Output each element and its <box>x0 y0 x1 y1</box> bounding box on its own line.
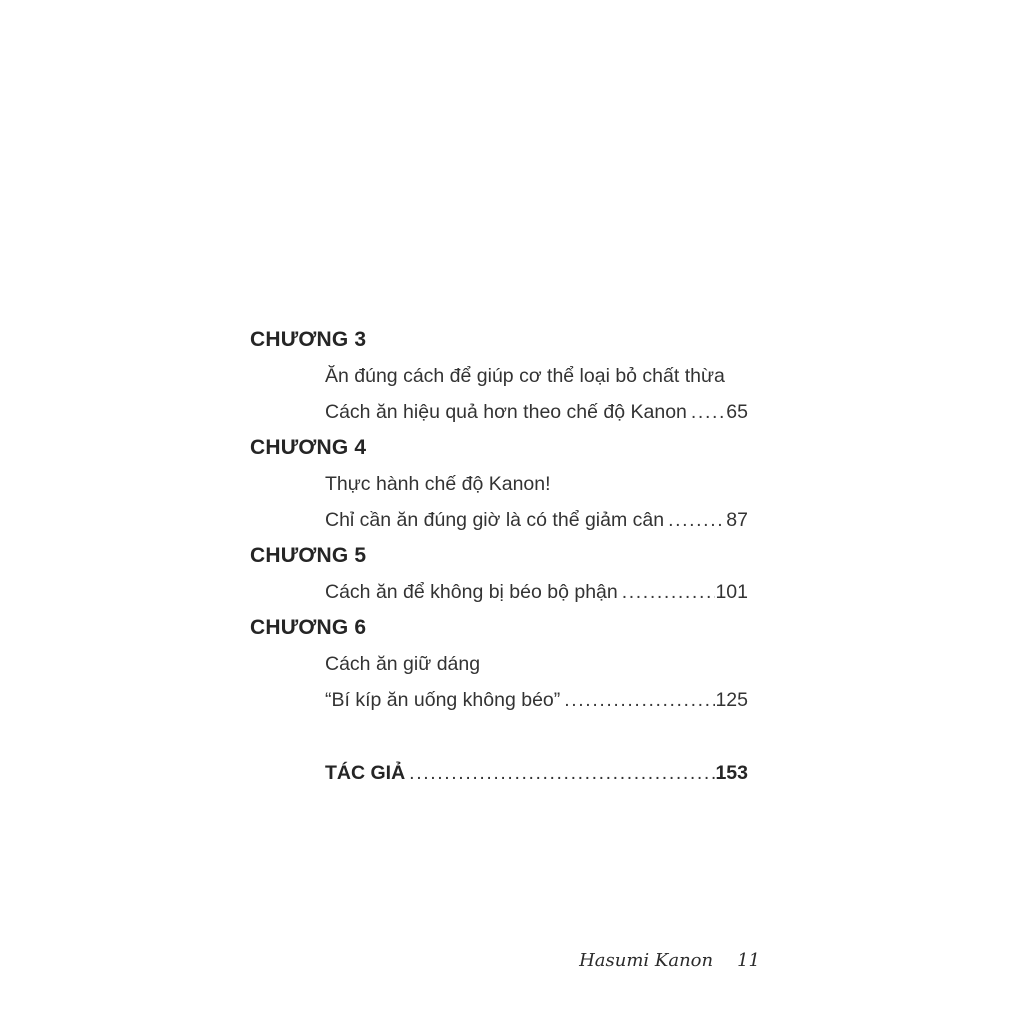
toc-entry <box>325 646 748 682</box>
footer-author-name: Hasumi Kanon <box>579 950 714 971</box>
toc-entry <box>325 358 748 394</box>
toc-entry-title: Ăn đúng cách để giúp cơ thể loại bỏ chất thừa <box>325 365 725 387</box>
toc-chapter <box>250 430 748 538</box>
toc-entry <box>325 394 748 430</box>
table-of-contents <box>250 322 748 791</box>
toc-chapter-heading: CHƯƠNG 5 <box>250 544 367 567</box>
toc-entry-page-number: 101 <box>715 581 748 603</box>
toc-entry-title: “Bí kíp ăn uống không béo” <box>325 689 561 711</box>
toc-chapter <box>250 322 748 430</box>
toc-chapter-heading: CHƯƠNG 6 <box>250 616 367 639</box>
toc-chapter-heading: CHƯƠNG 3 <box>250 328 367 351</box>
toc-dot-leader <box>618 574 716 610</box>
toc-chapter-heading: CHƯƠNG 4 <box>250 436 367 459</box>
toc-entry <box>325 466 748 502</box>
toc-dot-leader <box>405 755 715 791</box>
toc-entry-title: Cách ăn để không bị béo bộ phận <box>325 581 618 603</box>
toc-entry-title: Cách ăn hiệu quả hơn theo chế độ Kanon <box>325 401 687 423</box>
toc-dot-leader <box>664 502 726 538</box>
toc-entry <box>325 502 748 538</box>
toc-entry <box>325 682 748 718</box>
toc-entry-title: Thực hành chế độ Kanon! <box>325 473 551 495</box>
footer-page-number: 11 <box>737 950 760 971</box>
toc-dot-leader <box>687 394 726 430</box>
toc-dot-leader <box>560 682 715 718</box>
toc-chapter <box>250 538 748 610</box>
toc-entry <box>325 574 748 610</box>
toc-entry-page-number: 87 <box>726 509 748 531</box>
toc-entry-title: Cách ăn giữ dáng <box>325 653 481 675</box>
page-footer <box>579 950 760 971</box>
toc-entry-title: Chỉ cần ăn đúng giờ là có thể giảm cân <box>325 509 665 531</box>
toc-author-page-number: 153 <box>715 762 748 784</box>
toc-entry-page-number: 65 <box>726 401 748 423</box>
toc-entry-page-number: 125 <box>715 689 748 711</box>
toc-author-label: TÁC GIẢ <box>325 762 406 784</box>
toc-chapter <box>250 610 748 718</box>
toc-author-entry <box>325 755 748 791</box>
